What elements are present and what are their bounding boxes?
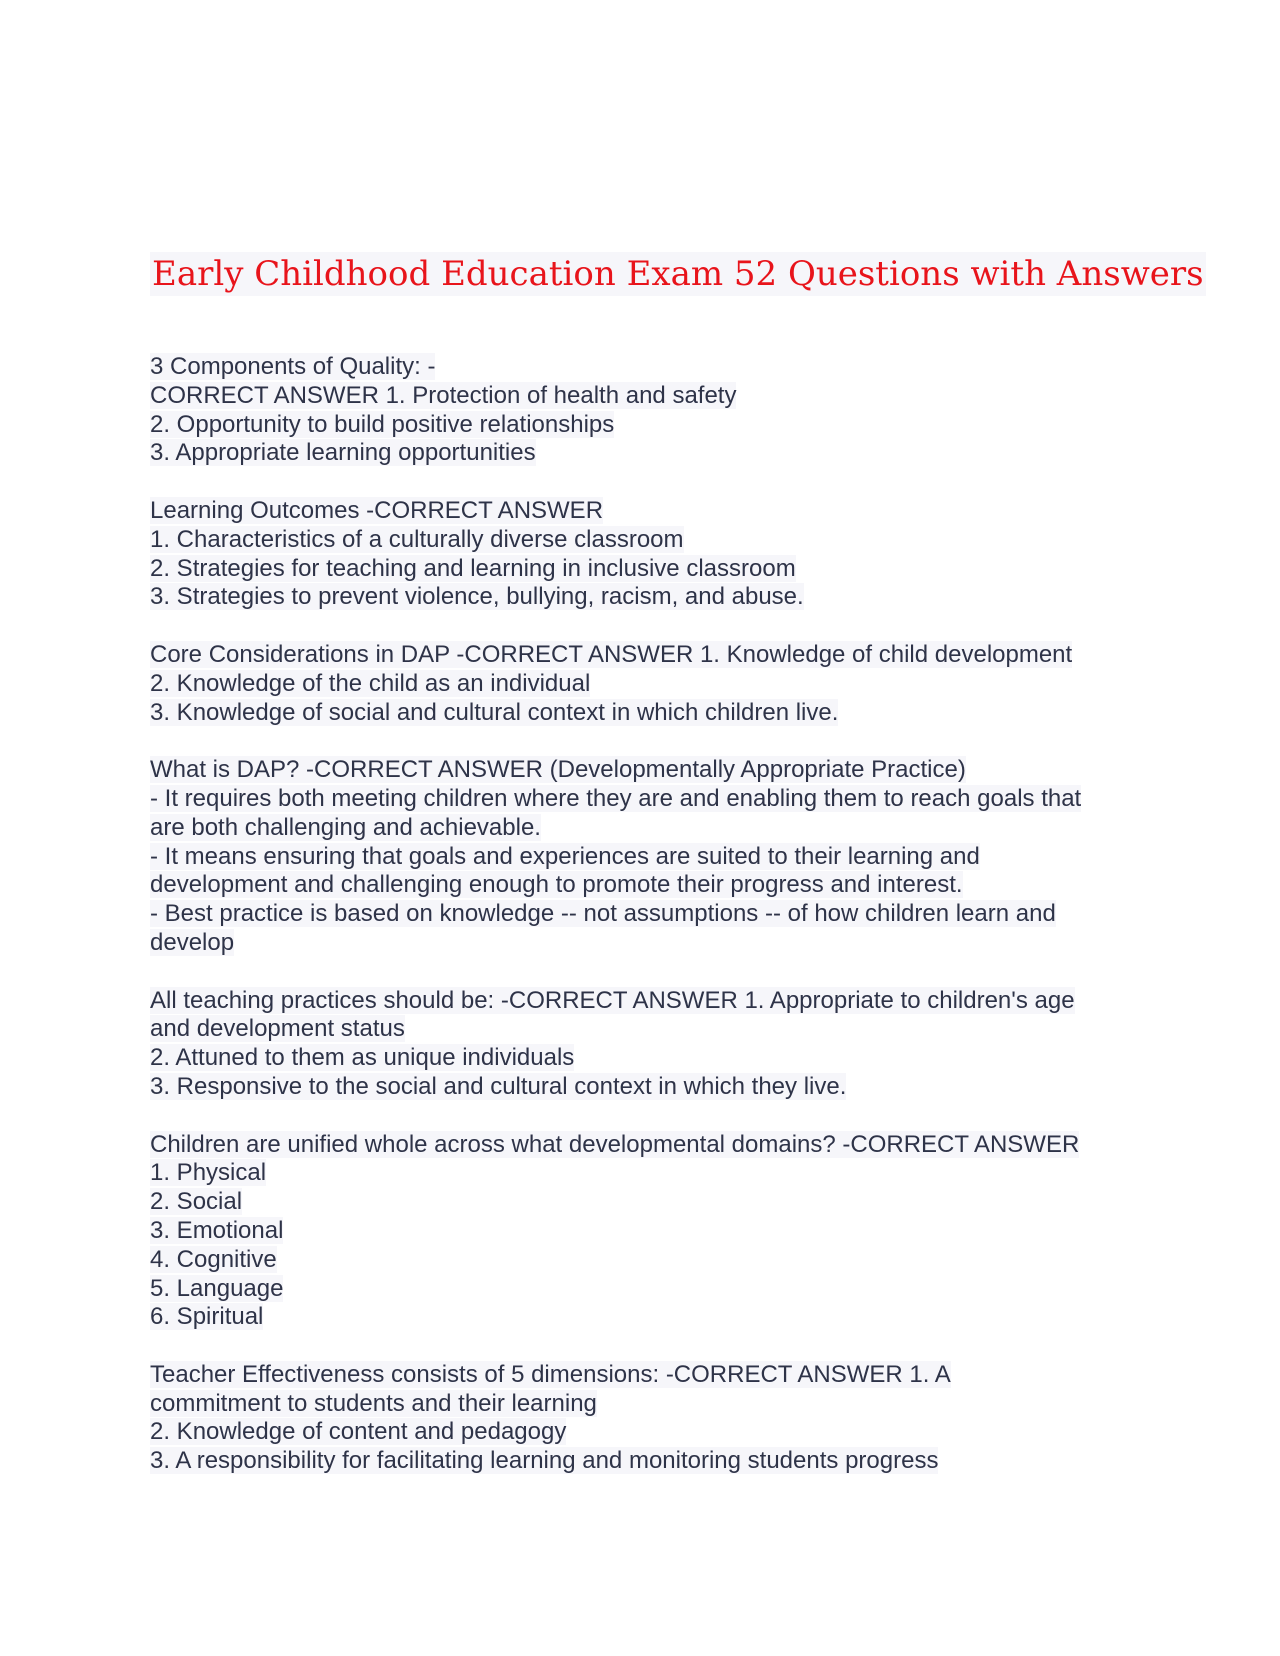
text-line: and development status [150,1015,405,1043]
text-line: 1. Characteristics of a culturally diverse classroom [150,525,684,553]
text-line: 3. A responsibility for facilitating learning and monitoring students progress [150,1447,939,1475]
text-line: What is DAP? -CORRECT ANSWER (Developmentally Appropriate Practice) [150,756,966,784]
text-line: 2. Social [150,1188,243,1216]
text-line: 2. Opportunity to build positive relationships [150,410,615,438]
text-line: Core Considerations in DAP -CORRECT ANSWER 1. Knowledge of child development [150,640,1073,668]
text-line: development and challenging enough to promote their progress and interest. [150,871,963,899]
qa-block [150,1131,1150,1333]
text-line: - Best practice is based on knowledge -- not assumptions -- of how children learn and [150,900,1056,928]
text-line: 3. Knowledge of social and cultural context in which children live. [150,698,839,726]
qa-block [150,756,1150,958]
document-body [150,353,1150,1505]
text-line: Children are unified whole across what developmental domains? -CORRECT ANSWER [150,1130,1080,1158]
document-title: Early Childhood Education Exam 52 Questions with Answers [152,254,1204,294]
text-line: commitment to students and their learning [150,1389,597,1417]
text-line: 3. Strategies to prevent violence, bullying, racism, and abuse. [150,583,804,611]
text-line: Learning Outcomes -CORRECT ANSWER [150,496,604,524]
text-line: 4. Cognitive [150,1245,277,1273]
text-line: 2. Attuned to them as unique individuals [150,1044,575,1072]
text-line: 2. Strategies for teaching and learning in inclusive classroom [150,554,796,582]
text-line: 2. Knowledge of content and pedagogy [150,1418,567,1446]
qa-block [150,497,1150,612]
qa-block [150,353,1150,468]
qa-block [150,1361,1150,1476]
text-line: Teacher Effectiveness consists of 5 dimensions: -CORRECT ANSWER 1. A [150,1360,951,1388]
text-line: 3. Emotional [150,1216,284,1244]
qa-block [150,987,1150,1102]
text-line: - It means ensuring that goals and experiences are suited to their learning and [150,842,980,870]
text-line: 2. Knowledge of the child as an individual [150,669,591,697]
text-line: All teaching practices should be: -CORRECT ANSWER 1. Appropriate to children's age [150,986,1075,1014]
text-line: 3. Responsive to the social and cultural context in which they live. [150,1072,847,1100]
text-line: develop [150,928,235,956]
text-line: 3. Appropriate learning opportunities [150,439,536,467]
text-line: are both challenging and achievable. [150,813,541,841]
text-line: 3 Components of Quality: - [150,353,436,380]
text-line: - It requires both meeting children where they are and enabling them to reach goals that [150,784,1082,812]
text-line: 5. Language [150,1274,284,1302]
text-line: 6. Spiritual [150,1303,264,1331]
qa-block [150,641,1150,727]
text-line: 1. Physical [150,1159,267,1187]
text-line: CORRECT ANSWER 1. Protection of health and safety [150,381,737,409]
